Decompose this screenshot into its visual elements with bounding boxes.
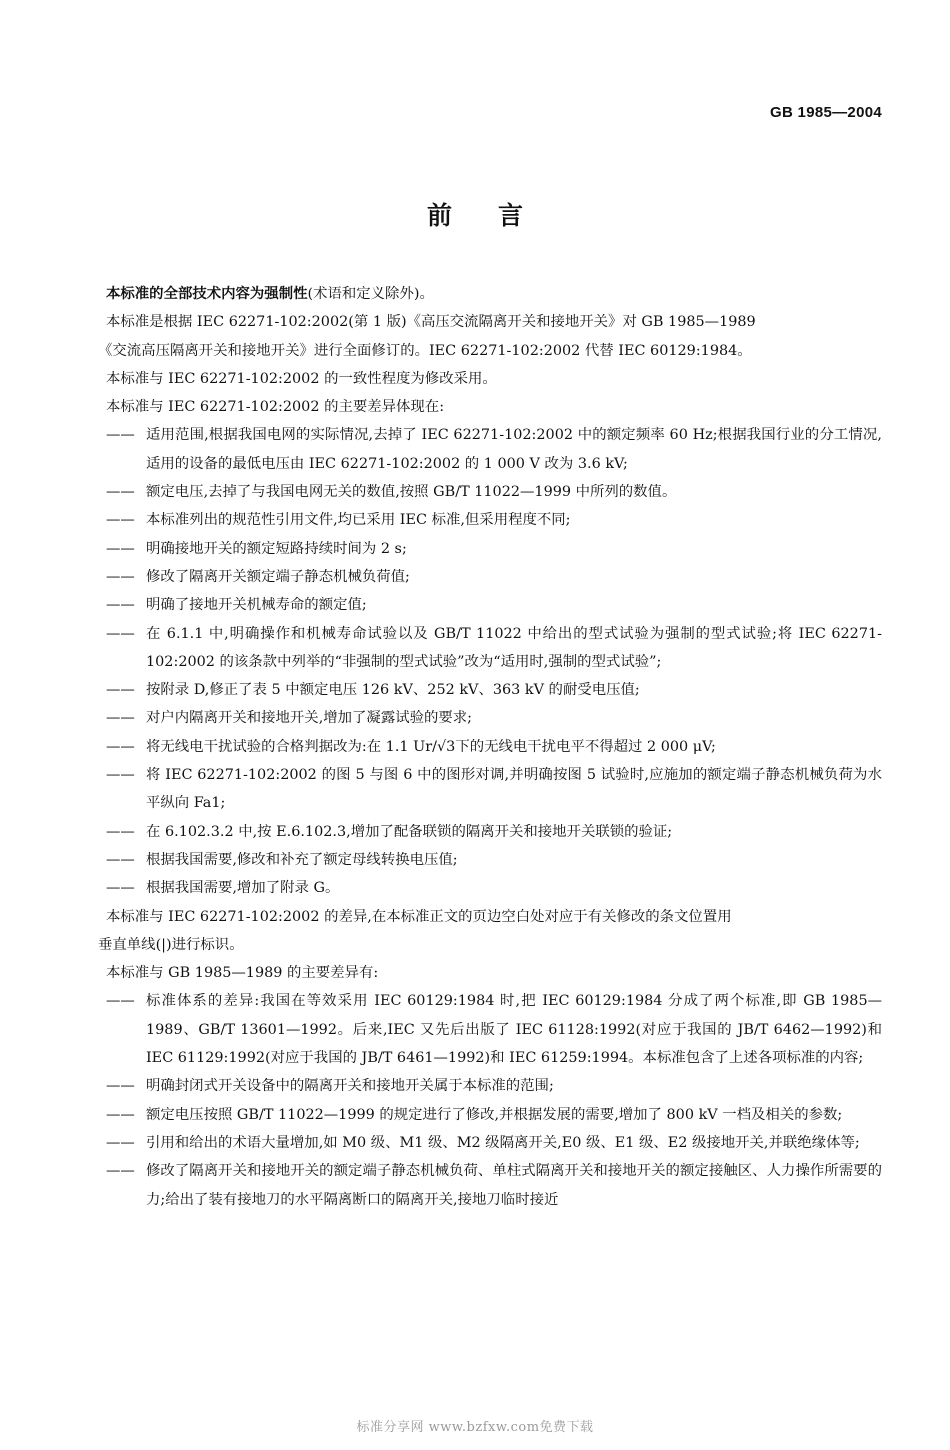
iec-difference-item xyxy=(106,591,882,619)
dash-marker: —— xyxy=(106,568,135,585)
gb-difference-item-text: 额定电压按照 GB/T 11022—1999 的规定进行了修改,并根据发展的需要,增加了 800 kV 一档及相关的参数; xyxy=(146,1106,843,1123)
dash-marker: —— xyxy=(106,1134,135,1151)
standard-number: GB 1985—2004 xyxy=(769,104,882,121)
gb-difference-item xyxy=(106,1129,882,1157)
paragraph-scope-note xyxy=(106,280,882,308)
dash-marker: —— xyxy=(106,1078,135,1095)
iec-difference-list xyxy=(106,421,882,902)
gb-difference-item xyxy=(106,1072,882,1100)
iec-difference-item xyxy=(106,563,882,591)
iec-difference-item-text: 额定电压,去掉了与我国电网无关的数值,按照 GB/T 11022—1999 中所列的数值。 xyxy=(146,484,677,501)
dash-marker: —— xyxy=(106,682,135,699)
watermark-footer: 标准分享网 www.bzfxw.com免费下载 xyxy=(356,1420,594,1435)
gb-difference-item xyxy=(106,1157,882,1214)
iec-difference-item-text: 适用范围,根据我国电网的实际情况,去掉了 IEC 62271-102:2002 中的额定频率 60 Hz;根据我国行业的分工情况,适用的设备的最低电压由 IEC 62271-102:2002 的 1 000 V 改为 3.6 kV; xyxy=(146,427,882,472)
dash-marker: —— xyxy=(106,823,135,840)
dash-marker: —— xyxy=(106,427,135,444)
iec-difference-item xyxy=(106,761,882,818)
iec-difference-item xyxy=(106,620,882,677)
mandatory-statement: 本标准的全部技术内容为强制性 xyxy=(106,286,308,302)
iec-difference-item xyxy=(106,535,882,563)
iec-difference-item xyxy=(106,704,882,732)
dash-marker: —— xyxy=(106,993,135,1010)
iec-difference-item-text: 修改了隔离开关额定端子静态机械负荷值; xyxy=(146,568,410,585)
dash-marker: —— xyxy=(106,1163,135,1180)
iec-difference-item-text: 根据我国需要,修改和补充了额定母线转换电压值; xyxy=(146,851,458,868)
iec-difference-item-text: 在 6.102.3.2 中,按 E.6.102.3,增加了配备联锁的隔离开关和接地开关联锁的验证; xyxy=(146,823,673,840)
document-body xyxy=(98,280,882,1214)
paragraph-marking-line1: 本标准与 IEC 62271-102:2002 的差异,在本标准正文的页边空白处对应于有关修改的条文位置用 xyxy=(106,908,732,925)
iec-difference-item xyxy=(106,818,882,846)
dash-marker: —— xyxy=(106,597,135,614)
paragraph-iec-diff-intro: 本标准与 IEC 62271-102:2002 的主要差异体现在: xyxy=(106,399,445,416)
dash-marker: —— xyxy=(106,1106,135,1123)
dash-marker: —— xyxy=(106,484,135,501)
iec-difference-item xyxy=(106,846,882,874)
dash-marker: —— xyxy=(106,767,135,784)
iec-difference-item xyxy=(106,506,882,534)
gb-difference-item-text: 标准体系的差异:我国在等效采用 IEC 60129:1984 时,把 IEC 60129:1984 分成了两个标准,即 GB 1985—1989、GB/T 13601—1992。后来,IEC 又先后出版了 IEC 61128:1992(对应于我国的 JB/T 6462—1992)和 IEC 61129:1992(对应于我国的 JB/T 6461—1992)和 IEC 61259:1994。本标准包含了上述各项标准的内容; xyxy=(146,993,882,1067)
page-title: 前言 xyxy=(426,201,569,230)
iec-difference-item xyxy=(106,874,882,902)
gb-difference-item-text: 明确封闭式开关设备中的隔离开关和接地开关属于本标准的范围; xyxy=(146,1078,554,1095)
iec-difference-item-text: 本标准列出的规范性引用文件,均已采用 IEC 标准,但采用程度不同; xyxy=(146,512,571,529)
iec-difference-item xyxy=(106,421,882,478)
iec-difference-item xyxy=(106,478,882,506)
paragraph-consistency: 本标准与 IEC 62271-102:2002 的一致性程度为修改采用。 xyxy=(106,370,497,387)
dash-marker: —— xyxy=(106,512,135,529)
dash-marker: —— xyxy=(106,625,135,642)
iec-difference-item-text: 在 6.1.1 中,明确操作和机械寿命试验以及 GB/T 11022 中给出的型式试验为强制的型式试验;将 IEC 62271-102:2002 的该条款中列举的“非强制的型式试验”改为“适用时,强制的型式试验”; xyxy=(146,625,882,670)
dash-marker: —— xyxy=(106,710,135,727)
paragraph-gb-diff-intro: 本标准与 GB 1985—1989 的主要差异有: xyxy=(106,965,379,982)
iec-difference-item xyxy=(106,676,882,704)
gb-difference-item xyxy=(106,1101,882,1129)
iec-difference-item-text: 明确接地开关的额定短路持续时间为 2 s; xyxy=(146,540,407,557)
iec-difference-item-text: 按附录 D,修正了表 5 中额定电压 126 kV、252 kV、363 kV 的耐受电压值; xyxy=(146,682,640,699)
gb-difference-list xyxy=(106,987,882,1213)
mandatory-exception: (术语和定义除外)。 xyxy=(307,286,434,302)
iec-difference-item xyxy=(106,733,882,761)
dash-marker: —— xyxy=(106,738,135,755)
iec-difference-item-text: 将 IEC 62271-102:2002 的图 5 与图 6 中的图形对调,并明确按图 5 试验时,应施加的额定端子静态机械负荷为水平纵向 Fa1; xyxy=(146,767,882,812)
gb-difference-item-text: 修改了隔离开关和接地开关的额定端子静态机械负荷、单柱式隔离开关和接地开关的额定接触区、人力操作所需要的力;给出了装有接地刀的水平隔离断口的隔离开关,接地刀临时接近 xyxy=(146,1163,882,1208)
dash-marker: —— xyxy=(106,540,135,557)
gb-difference-item-text: 引用和给出的术语大量增加,如 M0 级、M1 级、M2 级隔离开关,E0 级、E1 级、E2 级接地开关,并联绝缘体等; xyxy=(146,1134,860,1151)
dash-marker: —— xyxy=(106,851,135,868)
dash-marker: —— xyxy=(106,880,135,897)
iec-difference-item-text: 根据我国需要,增加了附录 G。 xyxy=(146,880,340,897)
iec-difference-item-text: 将无线电干扰试验的合格判据改为:在 1.1 Ur/√3下的无线电干扰电平不得超过 2 000 μV; xyxy=(146,738,716,755)
paragraph-basis-line2: 《交流高压隔离开关和接地开关》进行全面修订的。IEC 62271-102:2002 代替 IEC 60129:1984。 xyxy=(98,342,752,359)
paragraph-basis-line1: 本标准是根据 IEC 62271-102:2002(第 1 版)《高压交流隔离开关和接地开关》对 GB 1985—1989 xyxy=(106,314,756,331)
iec-difference-item-text: 明确了接地开关机械寿命的额定值; xyxy=(146,597,367,614)
paragraph-marking-line2: 垂直单线(|)进行标识。 xyxy=(98,936,244,953)
iec-difference-item-text: 对户内隔离开关和接地开关,增加了凝露试验的要求; xyxy=(146,710,473,727)
gb-difference-item xyxy=(106,987,882,1072)
